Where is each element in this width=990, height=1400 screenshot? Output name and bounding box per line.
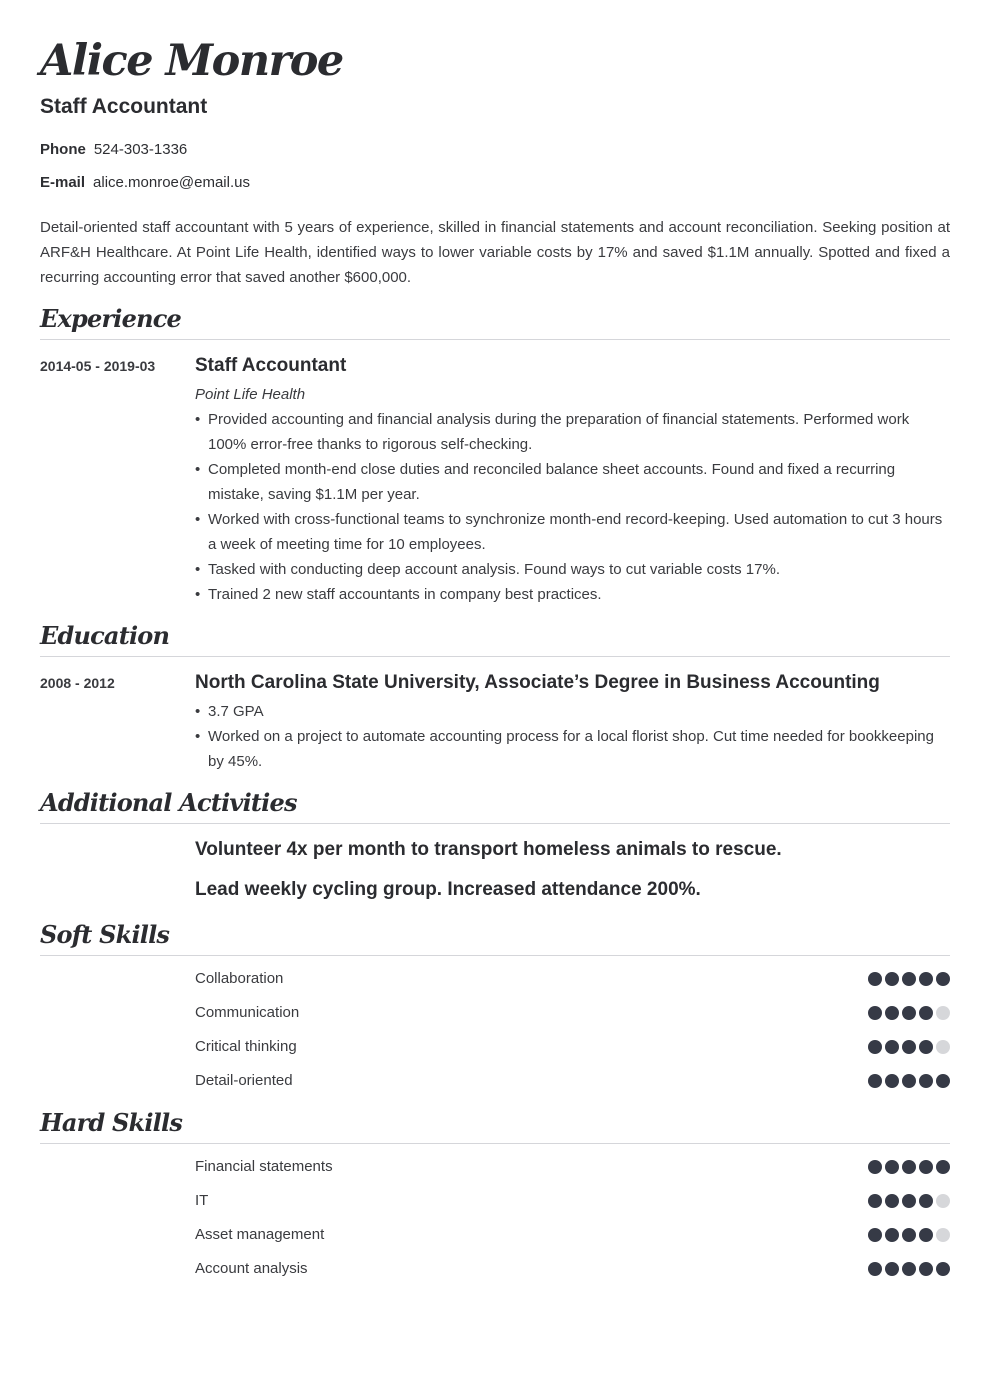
rating-dot-filled xyxy=(919,1006,933,1020)
rating-dot-filled xyxy=(885,1228,899,1242)
rating-dot-filled xyxy=(902,1006,916,1020)
phone-line xyxy=(40,140,187,160)
skill-rating xyxy=(868,1160,950,1174)
rating-dot-filled xyxy=(868,1194,882,1208)
experience-bullets xyxy=(195,407,950,607)
rating-dot-filled xyxy=(919,1262,933,1276)
skill-row xyxy=(195,1071,950,1091)
degree-title: North Carolina State University, Associate’s Degree in Business Accounting xyxy=(195,672,880,693)
rating-dot-filled xyxy=(919,972,933,986)
skill-name: Critical thinking xyxy=(195,1038,297,1055)
candidate-name: Alice Monroe xyxy=(40,36,343,86)
rating-dot-filled xyxy=(885,1074,899,1088)
skill-rating xyxy=(868,1006,950,1020)
rating-dot-filled xyxy=(868,1074,882,1088)
rating-dot-filled xyxy=(936,1160,950,1174)
experience-divider xyxy=(40,339,950,340)
phone-value: 524-303-1336 xyxy=(93,141,188,158)
education-dates: 2008 - 2012 xyxy=(40,675,115,691)
rating-dot-filled xyxy=(902,1074,916,1088)
list-item: • Completed month-end close duties and reconciled balance sheet accounts. Found and fixed a recurring mistake, saving $1.1M per year. xyxy=(195,457,950,507)
skill-row xyxy=(195,1225,950,1245)
rating-dot-filled xyxy=(902,1262,916,1276)
list-item: • Worked with cross-functional teams to synchronize month-end record-keeping. Used automation to cut 3 hours a week of meeting time for 10 employees. xyxy=(195,507,950,557)
skill-name: Financial statements xyxy=(195,1158,333,1175)
rating-dot-empty xyxy=(936,1006,950,1020)
skill-rating xyxy=(868,1074,950,1088)
skill-rating xyxy=(868,1040,950,1054)
rating-dot-filled xyxy=(902,1040,916,1054)
rating-dot-empty xyxy=(936,1228,950,1242)
skill-rating xyxy=(868,1262,950,1276)
skill-name: IT xyxy=(195,1192,209,1209)
rating-dot-filled xyxy=(868,1228,882,1242)
skill-name: Detail-oriented xyxy=(195,1072,293,1089)
activities-divider xyxy=(40,823,950,824)
rating-dot-filled xyxy=(936,1262,950,1276)
rating-dot-filled xyxy=(885,1040,899,1054)
rating-dot-empty xyxy=(936,1194,950,1208)
skill-rating xyxy=(868,1194,950,1208)
activities-heading: Additional Activities xyxy=(40,788,297,817)
activity-item: Volunteer 4x per month to transport homeless animals to rescue. xyxy=(195,839,782,860)
candidate-title: Staff Accountant xyxy=(40,95,208,118)
rating-dot-filled xyxy=(885,1194,899,1208)
list-item: • Worked on a project to automate accounting process for a local florist shop. Cut time needed for bookkeeping by 45%. xyxy=(195,724,950,774)
rating-dot-filled xyxy=(902,1194,916,1208)
list-item: • Provided accounting and financial analysis during the preparation of financial statements. Performed work 100% error-free thanks to rigorous self-checking. xyxy=(195,407,950,457)
rating-dot-filled xyxy=(868,1262,882,1276)
skill-row xyxy=(195,1037,950,1057)
skill-name: Asset management xyxy=(195,1226,325,1243)
skill-name: Communication xyxy=(195,1004,300,1021)
skill-rating xyxy=(868,1228,950,1242)
soft-skills-divider xyxy=(40,955,950,956)
experience-heading: Experience xyxy=(40,304,182,333)
skill-row xyxy=(195,1157,950,1177)
summary-text: Detail-oriented staff accountant with 5 years of experience, skilled in financial statements and account reconciliation. Seeking position at ARF&H Healthcare. At Point Life Health, identified ways to lower variable costs by 17% and saved $1.1M annually. Spotted and fixed a recurring accounting error that saved another $600,000. xyxy=(40,219,950,286)
rating-dot-filled xyxy=(919,1228,933,1242)
company-name: Point Life Health xyxy=(195,386,306,403)
phone-label: Phone xyxy=(40,141,86,158)
email-line xyxy=(40,173,250,193)
list-item: • Tasked with conducting deep account analysis. Found ways to cut variable costs 17%. xyxy=(195,557,950,582)
rating-dot-filled xyxy=(885,1160,899,1174)
education-heading: Education xyxy=(40,621,170,650)
rating-dot-empty xyxy=(936,1040,950,1054)
skill-row xyxy=(195,1003,950,1023)
rating-dot-filled xyxy=(919,1074,933,1088)
skill-name: Collaboration xyxy=(195,970,284,987)
email-value: alice.monroe@email.us xyxy=(93,174,250,191)
email-label: E-mail xyxy=(40,174,86,191)
rating-dot-filled xyxy=(868,1006,882,1020)
soft-skills-heading: Soft Skills xyxy=(40,920,170,949)
rating-dot-filled xyxy=(902,1160,916,1174)
rating-dot-filled xyxy=(868,972,882,986)
rating-dot-filled xyxy=(919,1160,933,1174)
job-title: Staff Accountant xyxy=(195,355,347,376)
rating-dot-filled xyxy=(885,972,899,986)
education-bullets xyxy=(195,699,950,774)
skill-name: Account analysis xyxy=(195,1260,308,1277)
rating-dot-filled xyxy=(868,1040,882,1054)
rating-dot-filled xyxy=(885,1006,899,1020)
skill-row xyxy=(195,1191,950,1211)
rating-dot-filled xyxy=(902,972,916,986)
education-divider xyxy=(40,656,950,657)
experience-dates: 2014-05 - 2019-03 xyxy=(40,358,156,374)
skill-row xyxy=(195,1259,950,1279)
rating-dot-filled xyxy=(919,1040,933,1054)
skill-rating xyxy=(868,972,950,986)
rating-dot-filled xyxy=(885,1262,899,1276)
hard-skills-divider xyxy=(40,1143,950,1144)
rating-dot-filled xyxy=(919,1194,933,1208)
skill-row xyxy=(195,969,950,989)
hard-skills-heading: Hard Skills xyxy=(40,1108,183,1137)
rating-dot-filled xyxy=(902,1228,916,1242)
rating-dot-filled xyxy=(936,972,950,986)
list-item: • Trained 2 new staff accountants in company best practices. xyxy=(195,582,950,607)
activity-item: Lead weekly cycling group. Increased attendance 200%. xyxy=(195,879,701,900)
rating-dot-filled xyxy=(936,1074,950,1088)
list-item: • 3.7 GPA xyxy=(195,699,950,724)
rating-dot-filled xyxy=(868,1160,882,1174)
